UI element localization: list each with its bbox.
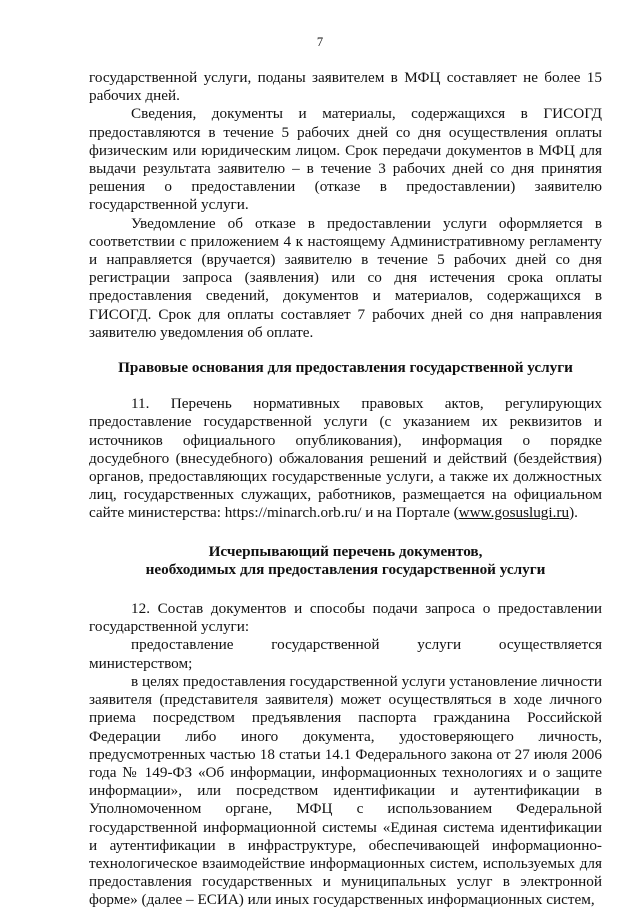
paragraph-provision-ministry: предоставление государственной услуги осуществляется министерством; — [89, 636, 602, 672]
gosuslugi-link[interactable]: www.gosuslugi.ru — [458, 504, 570, 522]
paragraph-12: 12. Состав документов и способы подачи запроса о предоставлении государственной услуги: — [89, 600, 602, 636]
paragraph-11-text: 11. Перечень нормативных правовых актов, регулирующих предоставление государственной услуги (с указанием их реквизитов и источников официального опубликования), информация о порядке досудебного (внесудебного) обжалования решений и действий (бездействия) органов, предоставляющих государственные услуги, а также их должностных лиц, государственных служащих, работников, размещается на официальном сайте министерства: https://minarch.orb.ru/ и на Портале ( — [89, 395, 602, 522]
heading-documents-line2: необходимых для предоставления государственной услуги — [145, 560, 546, 578]
paragraph-11 — [89, 395, 602, 522]
section-heading-documents — [89, 543, 602, 579]
paragraph-identity-verification: в целях предоставления государственной услуги установление личности заявителя (представителя заявителя) может осуществляться в ходе личного приема посредством предъявления паспорта гражданина Российской Федерации либо иного документа, удостоверяющего личность, предусмотренных частью 18 статьи 14.1 Федерального закона от 27 июля 2006 года № 149-ФЗ «Об информации, информационных технологиях и о защите информации», или посредством идентификации и аутентификации в Уполномоченном органе, МФЦ с использованием Федеральной государственной информационной системы «Единая система идентификации и аутентификации в инфраструктуре, обеспечивающей информационно-технологическое взаимодействие информационных систем, используемых для предоставления государственных и муниципальных услуг в электронной форме» (далее – ЕСИА) или иных государственных информационных систем, — [89, 672, 602, 909]
section-heading-legal-basis: Правовые основания для предоставления государственной услуги — [118, 359, 573, 377]
heading-documents-line1: Исчерпывающий перечень документов, — [208, 542, 483, 560]
page-number: 7 — [316, 35, 324, 49]
paragraph-continuation: государственной услуги, поданы заявителем в МФЦ составляет не более 15 рабочих дней. — [89, 69, 602, 105]
paragraph-11-tail: ). — [569, 504, 578, 522]
paragraph-refusal-notice: Уведомление об отказе в предоставлении услуги оформляется в соответствии с приложением 4 к настоящему Административному регламенту и направляется (вручается) заявителю в течение 5 рабочих дней со дня регистрации запроса (заявления) или со дня истечения срока оплаты предоставления сведений, документов и материалов, содержащихся в ГИСОГД. Срок для оплаты составляет 7 рабочих дней со дня направления заявителю уведомления об оплате. — [89, 214, 602, 341]
paragraph-gisogd-terms: Сведения, документы и материалы, содержащихся в ГИСОГД предоставляются в течение 5 рабочих дней со дня осуществления оплаты физическим или юридическим лицом. Срок передачи документов в МФЦ для выдачи результата заявителю – в течение 3 рабочих дней со дня принятия решения о предоставлении (отказе в предоставлении) заявителю государственной услуги. — [89, 105, 602, 214]
document-body — [89, 69, 602, 910]
